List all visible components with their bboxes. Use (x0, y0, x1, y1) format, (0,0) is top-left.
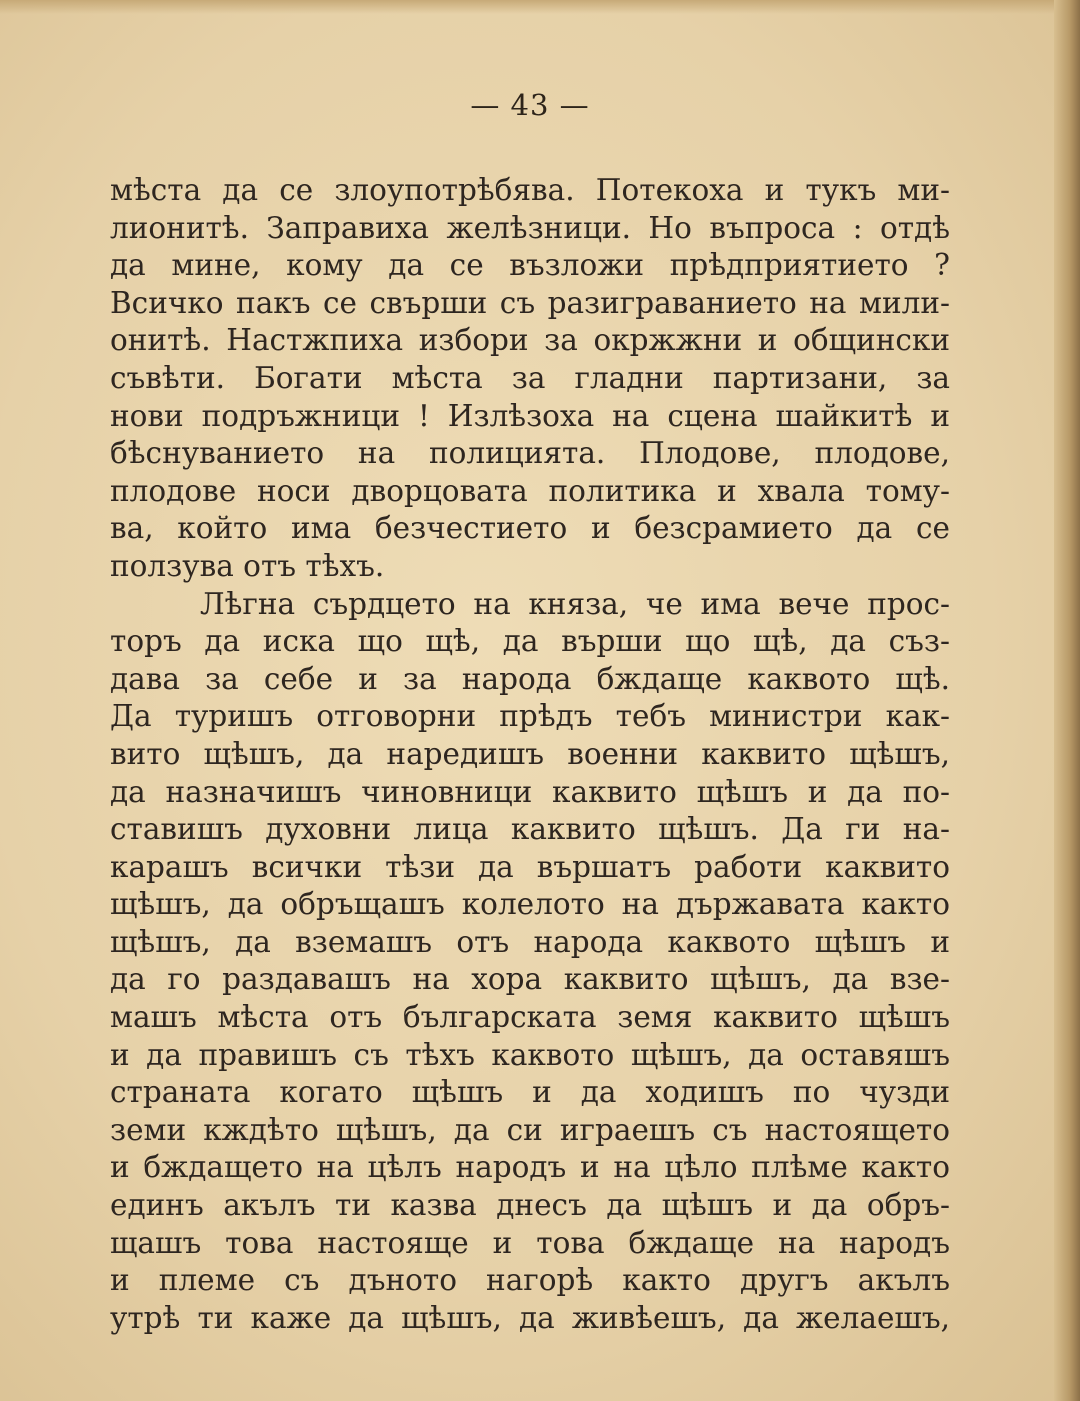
text-line: да го раздавашъ на хора каквито щѣшъ, да взе- (110, 962, 950, 997)
text-line: щѣшъ, да обръщашъ колелото на държавата както (110, 887, 950, 922)
text-line: ва, който има безчестието и безсрамието да се (110, 511, 950, 546)
text-line: Да туришъ отговорни прѣдъ тебъ министри как- (110, 699, 950, 734)
text-line: да мине, кому да се възложи прѣдприятието ? (110, 248, 950, 283)
text-line: вито щѣшъ, да наредишъ военни каквито щѣшъ, (110, 736, 950, 771)
text-line: Всичко пакъ се свърши съ разиграванието на мили- (110, 285, 950, 320)
page-right-edge (1054, 0, 1080, 1401)
text-line: да назначишъ чиновници каквито щѣшъ и да по- (110, 774, 950, 809)
text-line: съвѣти. Богати мѣста за гладни партизани, за (110, 360, 950, 395)
text-line: и племе съ дъното нагорѣ както другъ акълъ (110, 1263, 950, 1298)
text-line: ставишъ духовни лица каквито щѣшъ. Да ги на- (110, 812, 950, 847)
paragraph-start-line: Лѣгна сърдцето на княза, че има вече прос- (200, 586, 950, 621)
text-line: мѣста да се злоупотрѣбява. Потекоха и тукъ ми- (110, 173, 950, 207)
text-line: страната когато щѣшъ и да ходишъ по чузди (110, 1075, 950, 1110)
text-line: лионитѣ. Заправиха желѣзници. Но въпроса : отдѣ (110, 210, 950, 245)
text-line: дава за себе и за народа бждаще каквото щѣ. (110, 661, 950, 696)
text-line: карашъ всички тѣзи да вършатъ работи каквито (110, 849, 950, 884)
text-line: машъ мѣста отъ българската земя каквито щѣшъ (110, 1000, 950, 1035)
text-line: онитѣ. Настжпиха избори за окржжни и общински (110, 323, 950, 358)
text-line: бѣснуванието на полицията. Плодове, плодове, (110, 436, 950, 471)
text-line: единъ акълъ ти казва днесъ да щѣшъ и да обръ- (110, 1188, 950, 1223)
text-line: и бждащето на цѣлъ народъ и на цѣло плѣме както (110, 1150, 950, 1185)
page-number: — 43 — (470, 88, 590, 122)
text-line: нови подръжници ! Излѣзоха на сцена шайкитѣ и (110, 398, 950, 433)
page-text-body (110, 172, 950, 1337)
text-line: и да правишъ съ тѣхъ каквото щѣшъ, да оставяшъ (110, 1037, 950, 1072)
text-line: торъ да иска що щѣ, да върши що щѣ, да съз- (110, 624, 950, 659)
page-top-shadow (0, 0, 1080, 14)
text-line: утрѣ ти каже да щѣшъ, да живѣешъ, да желаешъ, (110, 1300, 950, 1335)
text-line: щашъ това настояще и това бждаще на народъ (110, 1225, 950, 1260)
paragraph-end-line: ползува отъ тѣхъ. (110, 548, 385, 583)
text-line: щѣшъ, да вземашъ отъ народа каквото щѣшъ и (110, 924, 950, 959)
text-line: плодове носи дворцовата политика и хвала тому- (110, 473, 950, 508)
text-line: земи кждѣто щѣшъ, да си играешъ съ настоящето (110, 1112, 950, 1147)
